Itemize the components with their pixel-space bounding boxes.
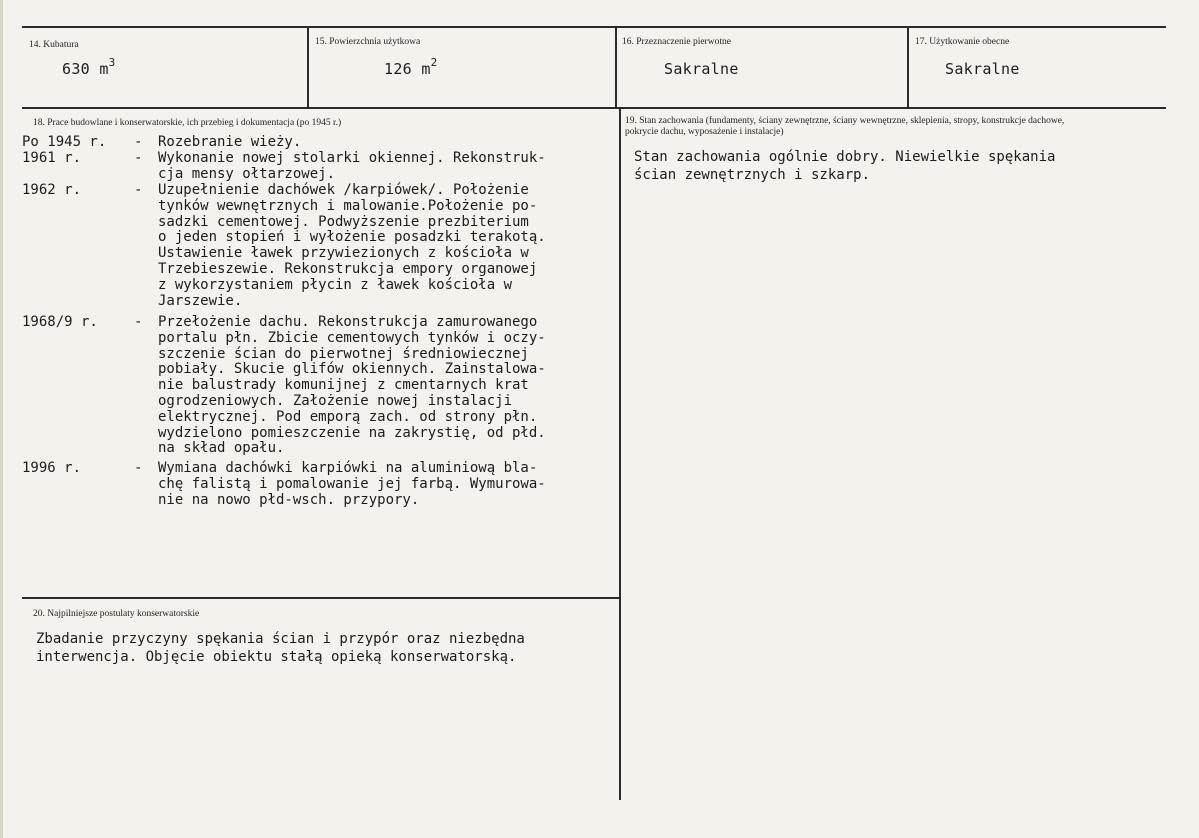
field-17-label: 17. Użytkowanie obecne xyxy=(915,37,1010,47)
history-entry-date: 1968/9 r. xyxy=(22,314,98,330)
row1-bottom-rule xyxy=(22,107,1166,109)
page-edge xyxy=(0,0,3,838)
field-15-exponent: 2 xyxy=(430,56,438,69)
history-entry-date: 1962 r. xyxy=(22,182,82,198)
history-entry-date: Po 1945 r. xyxy=(22,134,107,150)
history-entry-dash: - xyxy=(134,134,143,150)
field-14-exponent: 3 xyxy=(108,56,116,69)
history-entry-date: 1996 r. xyxy=(22,460,82,476)
field-16-value: Sakralne xyxy=(664,60,739,78)
divider-16-17 xyxy=(907,26,909,109)
divider-14-15 xyxy=(307,26,309,109)
history-entry-text: Przełożenie dachu. Rekonstrukcja zamurowanego portalu płn. Zbicie cementowych tynków i oczy- szczenie ścian do pierwotnej średniowiecznej pobiały. Skucie glifów okiennych. Zainstalowa- nie balustrady komunijnej z cmentarnych krat ogrodzeniowych. Założenie nowej instalacji elektrycznej. Pod emporą zach. od strony płn. wydzielono pomieszczenie na zakrystię, od płd. na skład opału. xyxy=(158,314,546,457)
history-entry-text: Wymiana dachówki karpiówki na aluminiową bla- chę falistą i pomalowanie jej farbą. Wymurowa- nie na nowo płd-wsch. przypory. xyxy=(158,460,546,508)
divider-15-16 xyxy=(615,26,617,109)
field-14-label: 14. Kubatura xyxy=(29,40,79,50)
history-entry-dash: - xyxy=(134,460,143,476)
field-20-text: Zbadanie przyczyny spękania ścian i przypór oraz niezbędna interwencja. Objęcie obiektu stałą opieką konserwatorską. xyxy=(36,631,525,665)
history-entry-dash: - xyxy=(134,182,143,198)
field-15-number: 126 m xyxy=(384,60,431,78)
history-entry-text: Wykonanie nowej stolarki okiennej. Rekonstruk- cja mensy ołtarzowej. xyxy=(158,150,546,182)
history-entry-text: Uzupełnienie dachówek /karpiówek/. Położenie tynków wewnętrznych i malowanie.Położenie po- sadzki cementowej. Podwyższenie prezbiterium o jeden stopień i wyłożenie posadzki terakotą. Ustawienie ławek przywiezionych z kościoła w Trzebieszewie. Rekonstrukcja empory organowej z wykorzystaniem płycin z ławek kościoła w Jarszewie. xyxy=(158,182,546,309)
field-15-label: 15. Powierzchnia użytkowa xyxy=(315,37,421,47)
field-19-text: Stan zachowania ogólnie dobry. Niewielkie spękania ścian zewnętrznych i szkarp. xyxy=(634,149,1056,183)
field-14-number: 630 m xyxy=(62,60,109,78)
field-16-label: 16. Przeznaczenie pierwotne xyxy=(622,37,731,47)
field-19-label: 19. Stan zachowania (fundamenty, ściany zewnętrzne, ściany wewnętrzne, sklepienia, stropy, konstrukcje dachowe, pokrycie dachu, wyposażenie i instalacje) xyxy=(625,116,1065,137)
field-15-value xyxy=(384,56,438,78)
field-18-label: 18. Prace budowlane i konserwatorskie, ich przebieg i dokumentacja (po 1945 r.) xyxy=(33,118,342,128)
history-entry-dash: - xyxy=(134,150,143,166)
field-17-value: Sakralne xyxy=(945,60,1020,78)
history-entry-dash: - xyxy=(134,314,143,330)
history-entry-text: Rozebranie wieży. xyxy=(158,134,302,150)
field-14-value xyxy=(62,56,116,78)
top-rule xyxy=(22,26,1166,28)
field-20-label: 20. Najpilniejsze postulaty konserwatorskie xyxy=(33,609,200,619)
history-entry-date: 1961 r. xyxy=(22,150,82,166)
section18-bottom-rule xyxy=(22,597,620,599)
